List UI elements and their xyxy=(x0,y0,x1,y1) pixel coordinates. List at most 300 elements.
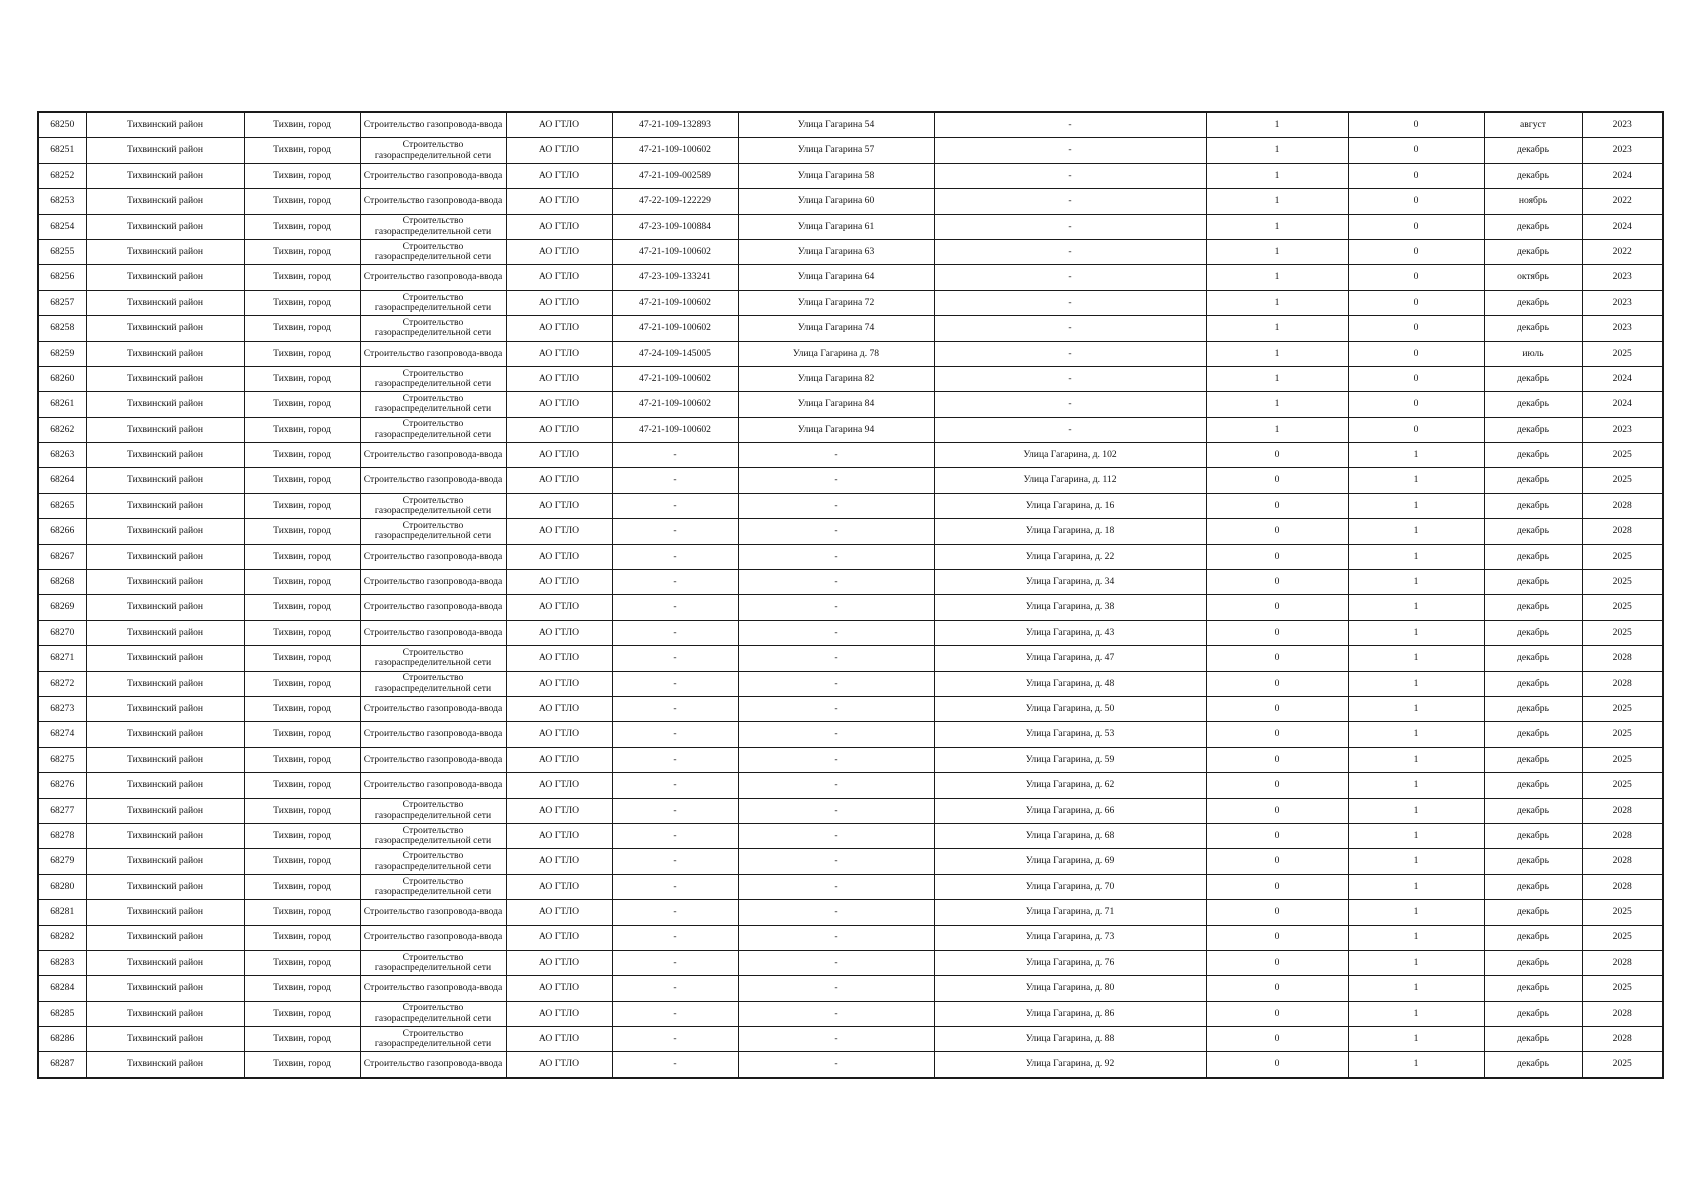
settlement-cell: Тихвин, город xyxy=(244,239,360,264)
cadastral-number-cell: 47-21-109-100602 xyxy=(612,138,738,163)
record-number-cell: 68272 xyxy=(38,671,86,696)
settlement-cell: Тихвин, город xyxy=(244,747,360,772)
work-type-cell: Строительство газопровода-ввода xyxy=(360,747,506,772)
operator-cell: АО ГТЛО xyxy=(506,544,612,569)
district-cell: Тихвинский район xyxy=(86,646,244,671)
table-row xyxy=(38,290,1663,315)
record-number-cell: 68254 xyxy=(38,214,86,239)
month-cell: декабрь xyxy=(1484,214,1582,239)
count-a-cell: 0 xyxy=(1206,925,1348,950)
work-type-cell: Строительство газопровода-ввода xyxy=(360,620,506,645)
year-cell: 2025 xyxy=(1582,696,1663,721)
year-cell: 2025 xyxy=(1582,925,1663,950)
address-cell: Улица Гагарина 74 xyxy=(738,316,934,341)
count-b-cell: 1 xyxy=(1348,925,1484,950)
work-type-cell: Строительство газораспределительной сети xyxy=(360,417,506,442)
table-row xyxy=(38,595,1663,620)
count-a-cell: 1 xyxy=(1206,214,1348,239)
settlement-cell: Тихвин, город xyxy=(244,1001,360,1026)
month-cell: декабрь xyxy=(1484,773,1582,798)
operator-cell: АО ГТЛО xyxy=(506,823,612,848)
planned-address-cell: Улица Гагарина, д. 50 xyxy=(934,696,1206,721)
register-body xyxy=(38,112,1663,1078)
count-a-cell: 1 xyxy=(1206,316,1348,341)
operator-cell: АО ГТЛО xyxy=(506,239,612,264)
year-cell: 2028 xyxy=(1582,493,1663,518)
record-number-cell: 68250 xyxy=(38,112,86,138)
table-row xyxy=(38,823,1663,848)
count-b-cell: 0 xyxy=(1348,290,1484,315)
count-a-cell: 0 xyxy=(1206,976,1348,1001)
year-cell: 2025 xyxy=(1582,620,1663,645)
operator-cell: АО ГТЛО xyxy=(506,1052,612,1078)
year-cell: 2025 xyxy=(1582,544,1663,569)
cadastral-number-cell: - xyxy=(612,595,738,620)
year-cell: 2025 xyxy=(1582,900,1663,925)
count-b-cell: 0 xyxy=(1348,239,1484,264)
address-cell: - xyxy=(738,1052,934,1078)
settlement-cell: Тихвин, город xyxy=(244,696,360,721)
planned-address-cell: - xyxy=(934,214,1206,239)
cadastral-number-cell: 47-24-109-145005 xyxy=(612,341,738,366)
year-cell: 2028 xyxy=(1582,1001,1663,1026)
count-b-cell: 1 xyxy=(1348,468,1484,493)
settlement-cell: Тихвин, город xyxy=(244,874,360,899)
year-cell: 2028 xyxy=(1582,646,1663,671)
address-cell: - xyxy=(738,696,934,721)
planned-address-cell: Улица Гагарина, д. 73 xyxy=(934,925,1206,950)
table-row xyxy=(38,189,1663,214)
address-cell: - xyxy=(738,950,934,975)
record-number-cell: 68279 xyxy=(38,849,86,874)
operator-cell: АО ГТЛО xyxy=(506,900,612,925)
record-number-cell: 68274 xyxy=(38,722,86,747)
year-cell: 2025 xyxy=(1582,1052,1663,1078)
count-b-cell: 1 xyxy=(1348,595,1484,620)
record-number-cell: 68263 xyxy=(38,443,86,468)
count-a-cell: 0 xyxy=(1206,874,1348,899)
record-number-cell: 68285 xyxy=(38,1001,86,1026)
work-type-cell: Строительство газопровода-ввода xyxy=(360,570,506,595)
count-b-cell: 1 xyxy=(1348,646,1484,671)
work-type-cell: Строительство газораспределительной сети xyxy=(360,239,506,264)
cadastral-number-cell: 47-21-109-002589 xyxy=(612,163,738,188)
cadastral-number-cell: - xyxy=(612,950,738,975)
planned-address-cell: Улица Гагарина, д. 69 xyxy=(934,849,1206,874)
address-cell: - xyxy=(738,976,934,1001)
planned-address-cell: Улица Гагарина, д. 66 xyxy=(934,798,1206,823)
year-cell: 2024 xyxy=(1582,366,1663,391)
settlement-cell: Тихвин, город xyxy=(244,189,360,214)
count-a-cell: 1 xyxy=(1206,189,1348,214)
month-cell: декабрь xyxy=(1484,493,1582,518)
district-cell: Тихвинский район xyxy=(86,341,244,366)
planned-address-cell: Улица Гагарина, д. 43 xyxy=(934,620,1206,645)
address-cell: - xyxy=(738,773,934,798)
table-row xyxy=(38,214,1663,239)
count-b-cell: 0 xyxy=(1348,265,1484,290)
cadastral-number-cell: - xyxy=(612,646,738,671)
year-cell: 2022 xyxy=(1582,239,1663,264)
year-cell: 2028 xyxy=(1582,849,1663,874)
year-cell: 2028 xyxy=(1582,671,1663,696)
address-cell: Улица Гагарина 57 xyxy=(738,138,934,163)
address-cell: Улица Гагарина 94 xyxy=(738,417,934,442)
month-cell: июль xyxy=(1484,341,1582,366)
district-cell: Тихвинский район xyxy=(86,316,244,341)
settlement-cell: Тихвин, город xyxy=(244,620,360,645)
count-b-cell: 0 xyxy=(1348,341,1484,366)
year-cell: 2025 xyxy=(1582,595,1663,620)
district-cell: Тихвинский район xyxy=(86,925,244,950)
district-cell: Тихвинский район xyxy=(86,671,244,696)
count-b-cell: 0 xyxy=(1348,163,1484,188)
settlement-cell: Тихвин, город xyxy=(244,214,360,239)
operator-cell: АО ГТЛО xyxy=(506,519,612,544)
count-b-cell: 1 xyxy=(1348,874,1484,899)
address-cell: Улица Гагарина д. 78 xyxy=(738,341,934,366)
planned-address-cell: Улица Гагарина, д. 70 xyxy=(934,874,1206,899)
work-type-cell: Строительство газопровода-ввода xyxy=(360,544,506,569)
count-b-cell: 0 xyxy=(1348,392,1484,417)
district-cell: Тихвинский район xyxy=(86,722,244,747)
operator-cell: АО ГТЛО xyxy=(506,747,612,772)
cadastral-number-cell: 47-23-109-100884 xyxy=(612,214,738,239)
settlement-cell: Тихвин, город xyxy=(244,366,360,391)
count-a-cell: 1 xyxy=(1206,112,1348,138)
settlement-cell: Тихвин, город xyxy=(244,417,360,442)
month-cell: декабрь xyxy=(1484,874,1582,899)
year-cell: 2023 xyxy=(1582,417,1663,442)
year-cell: 2028 xyxy=(1582,519,1663,544)
month-cell: декабрь xyxy=(1484,239,1582,264)
count-a-cell: 0 xyxy=(1206,468,1348,493)
table-row xyxy=(38,519,1663,544)
work-type-cell: Строительство газораспределительной сети xyxy=(360,290,506,315)
month-cell: декабрь xyxy=(1484,722,1582,747)
planned-address-cell: Улица Гагарина, д. 18 xyxy=(934,519,1206,544)
district-cell: Тихвинский район xyxy=(86,366,244,391)
settlement-cell: Тихвин, город xyxy=(244,646,360,671)
work-type-cell: Строительство газораспределительной сети xyxy=(360,849,506,874)
count-b-cell: 1 xyxy=(1348,671,1484,696)
district-cell: Тихвинский район xyxy=(86,620,244,645)
district-cell: Тихвинский район xyxy=(86,823,244,848)
month-cell: декабрь xyxy=(1484,900,1582,925)
settlement-cell: Тихвин, город xyxy=(244,1052,360,1078)
count-b-cell: 1 xyxy=(1348,1027,1484,1052)
count-b-cell: 1 xyxy=(1348,1001,1484,1026)
count-b-cell: 1 xyxy=(1348,747,1484,772)
month-cell: декабрь xyxy=(1484,646,1582,671)
month-cell: декабрь xyxy=(1484,950,1582,975)
operator-cell: АО ГТЛО xyxy=(506,696,612,721)
planned-address-cell: - xyxy=(934,265,1206,290)
settlement-cell: Тихвин, город xyxy=(244,925,360,950)
record-number-cell: 68270 xyxy=(38,620,86,645)
month-cell: декабрь xyxy=(1484,1027,1582,1052)
planned-address-cell: Улица Гагарина, д. 102 xyxy=(934,443,1206,468)
work-type-cell: Строительство газораспределительной сети xyxy=(360,950,506,975)
table-row xyxy=(38,950,1663,975)
operator-cell: АО ГТЛО xyxy=(506,671,612,696)
operator-cell: АО ГТЛО xyxy=(506,189,612,214)
year-cell: 2023 xyxy=(1582,316,1663,341)
month-cell: декабрь xyxy=(1484,620,1582,645)
settlement-cell: Тихвин, город xyxy=(244,112,360,138)
settlement-cell: Тихвин, город xyxy=(244,163,360,188)
count-a-cell: 0 xyxy=(1206,443,1348,468)
settlement-cell: Тихвин, город xyxy=(244,1027,360,1052)
work-type-cell: Строительство газопровода-ввода xyxy=(360,696,506,721)
count-b-cell: 1 xyxy=(1348,976,1484,1001)
work-type-cell: Строительство газопровода-ввода xyxy=(360,722,506,747)
address-cell: - xyxy=(738,1027,934,1052)
year-cell: 2023 xyxy=(1582,112,1663,138)
operator-cell: АО ГТЛО xyxy=(506,595,612,620)
operator-cell: АО ГТЛО xyxy=(506,366,612,391)
month-cell: декабрь xyxy=(1484,316,1582,341)
record-number-cell: 68277 xyxy=(38,798,86,823)
month-cell: декабрь xyxy=(1484,976,1582,1001)
work-type-cell: Строительство газопровода-ввода xyxy=(360,112,506,138)
address-cell: Улица Гагарина 84 xyxy=(738,392,934,417)
address-cell: Улица Гагарина 61 xyxy=(738,214,934,239)
table-row xyxy=(38,366,1663,391)
count-a-cell: 0 xyxy=(1206,544,1348,569)
table-row xyxy=(38,696,1663,721)
table-row xyxy=(38,163,1663,188)
district-cell: Тихвинский район xyxy=(86,1001,244,1026)
address-cell: - xyxy=(738,570,934,595)
cadastral-number-cell: - xyxy=(612,519,738,544)
operator-cell: АО ГТЛО xyxy=(506,950,612,975)
planned-address-cell: - xyxy=(934,138,1206,163)
year-cell: 2025 xyxy=(1582,722,1663,747)
record-number-cell: 68287 xyxy=(38,1052,86,1078)
cadastral-number-cell: 47-23-109-133241 xyxy=(612,265,738,290)
planned-address-cell: Улица Гагарина, д. 86 xyxy=(934,1001,1206,1026)
year-cell: 2025 xyxy=(1582,976,1663,1001)
work-type-cell: Строительство газораспределительной сети xyxy=(360,493,506,518)
cadastral-number-cell: 47-21-109-100602 xyxy=(612,290,738,315)
address-cell: Улица Гагарина 60 xyxy=(738,189,934,214)
planned-address-cell: - xyxy=(934,112,1206,138)
district-cell: Тихвинский район xyxy=(86,874,244,899)
count-b-cell: 1 xyxy=(1348,950,1484,975)
work-type-cell: Строительство газопровода-ввода xyxy=(360,900,506,925)
operator-cell: АО ГТЛО xyxy=(506,646,612,671)
address-cell: Улица Гагарина 72 xyxy=(738,290,934,315)
address-cell: - xyxy=(738,595,934,620)
planned-address-cell: Улица Гагарина, д. 80 xyxy=(934,976,1206,1001)
district-cell: Тихвинский район xyxy=(86,493,244,518)
work-type-cell: Строительство газораспределительной сети xyxy=(360,316,506,341)
address-cell: - xyxy=(738,646,934,671)
cadastral-number-cell: - xyxy=(612,443,738,468)
table-row xyxy=(38,773,1663,798)
cadastral-number-cell: - xyxy=(612,620,738,645)
count-b-cell: 0 xyxy=(1348,366,1484,391)
cadastral-number-cell: - xyxy=(612,976,738,1001)
table-row xyxy=(38,646,1663,671)
address-cell: - xyxy=(738,849,934,874)
record-number-cell: 68284 xyxy=(38,976,86,1001)
table-row xyxy=(38,493,1663,518)
district-cell: Тихвинский район xyxy=(86,239,244,264)
table-row xyxy=(38,1027,1663,1052)
work-type-cell: Строительство газопровода-ввода xyxy=(360,468,506,493)
district-cell: Тихвинский район xyxy=(86,976,244,1001)
district-cell: Тихвинский район xyxy=(86,595,244,620)
district-cell: Тихвинский район xyxy=(86,519,244,544)
record-number-cell: 68286 xyxy=(38,1027,86,1052)
work-type-cell: Строительство газопровода-ввода xyxy=(360,1052,506,1078)
year-cell: 2025 xyxy=(1582,443,1663,468)
work-type-cell: Строительство газопровода-ввода xyxy=(360,189,506,214)
count-b-cell: 0 xyxy=(1348,112,1484,138)
count-b-cell: 0 xyxy=(1348,316,1484,341)
table-row xyxy=(38,544,1663,569)
address-cell: - xyxy=(738,620,934,645)
table-row xyxy=(38,671,1663,696)
address-cell: Улица Гагарина 82 xyxy=(738,366,934,391)
count-a-cell: 0 xyxy=(1206,773,1348,798)
month-cell: декабрь xyxy=(1484,443,1582,468)
table-row xyxy=(38,392,1663,417)
district-cell: Тихвинский район xyxy=(86,443,244,468)
table-row xyxy=(38,722,1663,747)
address-cell: - xyxy=(738,671,934,696)
count-b-cell: 0 xyxy=(1348,214,1484,239)
district-cell: Тихвинский район xyxy=(86,392,244,417)
cadastral-number-cell: - xyxy=(612,544,738,569)
table-row xyxy=(38,798,1663,823)
address-cell: - xyxy=(738,519,934,544)
work-type-cell: Строительство газораспределительной сети xyxy=(360,214,506,239)
table-row xyxy=(38,1001,1663,1026)
address-cell: - xyxy=(738,443,934,468)
count-a-cell: 1 xyxy=(1206,163,1348,188)
work-type-cell: Строительство газопровода-ввода xyxy=(360,265,506,290)
cadastral-number-cell: - xyxy=(612,696,738,721)
year-cell: 2025 xyxy=(1582,747,1663,772)
work-type-cell: Строительство газораспределительной сети xyxy=(360,874,506,899)
year-cell: 2028 xyxy=(1582,1027,1663,1052)
count-a-cell: 0 xyxy=(1206,849,1348,874)
count-b-cell: 1 xyxy=(1348,823,1484,848)
planned-address-cell: Улица Гагарина, д. 34 xyxy=(934,570,1206,595)
record-number-cell: 68266 xyxy=(38,519,86,544)
cadastral-number-cell: - xyxy=(612,798,738,823)
planned-address-cell: Улица Гагарина, д. 16 xyxy=(934,493,1206,518)
operator-cell: АО ГТЛО xyxy=(506,341,612,366)
work-type-cell: Строительство газораспределительной сети xyxy=(360,646,506,671)
district-cell: Тихвинский район xyxy=(86,265,244,290)
settlement-cell: Тихвин, город xyxy=(244,290,360,315)
operator-cell: АО ГТЛО xyxy=(506,874,612,899)
work-type-cell: Строительство газораспределительной сети xyxy=(360,366,506,391)
operator-cell: АО ГТЛО xyxy=(506,493,612,518)
count-a-cell: 0 xyxy=(1206,900,1348,925)
record-number-cell: 68273 xyxy=(38,696,86,721)
address-cell: Улица Гагарина 54 xyxy=(738,112,934,138)
cadastral-number-cell: - xyxy=(612,900,738,925)
table-row xyxy=(38,620,1663,645)
month-cell: декабрь xyxy=(1484,1001,1582,1026)
count-a-cell: 0 xyxy=(1206,570,1348,595)
work-type-cell: Строительство газопровода-ввода xyxy=(360,443,506,468)
operator-cell: АО ГТЛО xyxy=(506,468,612,493)
planned-address-cell: - xyxy=(934,189,1206,214)
count-a-cell: 0 xyxy=(1206,519,1348,544)
address-cell: - xyxy=(738,468,934,493)
operator-cell: АО ГТЛО xyxy=(506,112,612,138)
record-number-cell: 68255 xyxy=(38,239,86,264)
planned-address-cell: Улица Гагарина, д. 112 xyxy=(934,468,1206,493)
address-cell: - xyxy=(738,925,934,950)
table-row xyxy=(38,925,1663,950)
month-cell: декабрь xyxy=(1484,138,1582,163)
year-cell: 2028 xyxy=(1582,950,1663,975)
year-cell: 2025 xyxy=(1582,341,1663,366)
month-cell: декабрь xyxy=(1484,544,1582,569)
month-cell: декабрь xyxy=(1484,925,1582,950)
table-row xyxy=(38,1052,1663,1078)
settlement-cell: Тихвин, город xyxy=(244,468,360,493)
settlement-cell: Тихвин, город xyxy=(244,519,360,544)
record-number-cell: 68258 xyxy=(38,316,86,341)
address-cell: - xyxy=(738,493,934,518)
record-number-cell: 68267 xyxy=(38,544,86,569)
district-cell: Тихвинский район xyxy=(86,544,244,569)
operator-cell: АО ГТЛО xyxy=(506,849,612,874)
address-cell: - xyxy=(738,1001,934,1026)
planned-address-cell: Улица Гагарина, д. 53 xyxy=(934,722,1206,747)
operator-cell: АО ГТЛО xyxy=(506,443,612,468)
record-number-cell: 68271 xyxy=(38,646,86,671)
operator-cell: АО ГТЛО xyxy=(506,290,612,315)
planned-address-cell: Улица Гагарина, д. 88 xyxy=(934,1027,1206,1052)
table-row xyxy=(38,874,1663,899)
address-cell: - xyxy=(738,544,934,569)
work-type-cell: Строительство газопровода-ввода xyxy=(360,976,506,1001)
district-cell: Тихвинский район xyxy=(86,747,244,772)
year-cell: 2024 xyxy=(1582,214,1663,239)
settlement-cell: Тихвин, город xyxy=(244,493,360,518)
month-cell: август xyxy=(1484,112,1582,138)
settlement-cell: Тихвин, город xyxy=(244,595,360,620)
count-b-cell: 1 xyxy=(1348,443,1484,468)
document-sheet xyxy=(37,111,1662,1079)
work-type-cell: Строительство газораспределительной сети xyxy=(360,823,506,848)
planned-address-cell: Улица Гагарина, д. 22 xyxy=(934,544,1206,569)
record-number-cell: 68278 xyxy=(38,823,86,848)
count-a-cell: 0 xyxy=(1206,950,1348,975)
record-number-cell: 68261 xyxy=(38,392,86,417)
count-b-cell: 1 xyxy=(1348,1052,1484,1078)
planned-address-cell: Улица Гагарина, д. 92 xyxy=(934,1052,1206,1078)
count-b-cell: 1 xyxy=(1348,900,1484,925)
year-cell: 2025 xyxy=(1582,773,1663,798)
address-cell: Улица Гагарина 63 xyxy=(738,239,934,264)
cadastral-number-cell: - xyxy=(612,722,738,747)
settlement-cell: Тихвин, город xyxy=(244,544,360,569)
record-number-cell: 68252 xyxy=(38,163,86,188)
table-row xyxy=(38,417,1663,442)
count-a-cell: 0 xyxy=(1206,595,1348,620)
count-a-cell: 1 xyxy=(1206,290,1348,315)
